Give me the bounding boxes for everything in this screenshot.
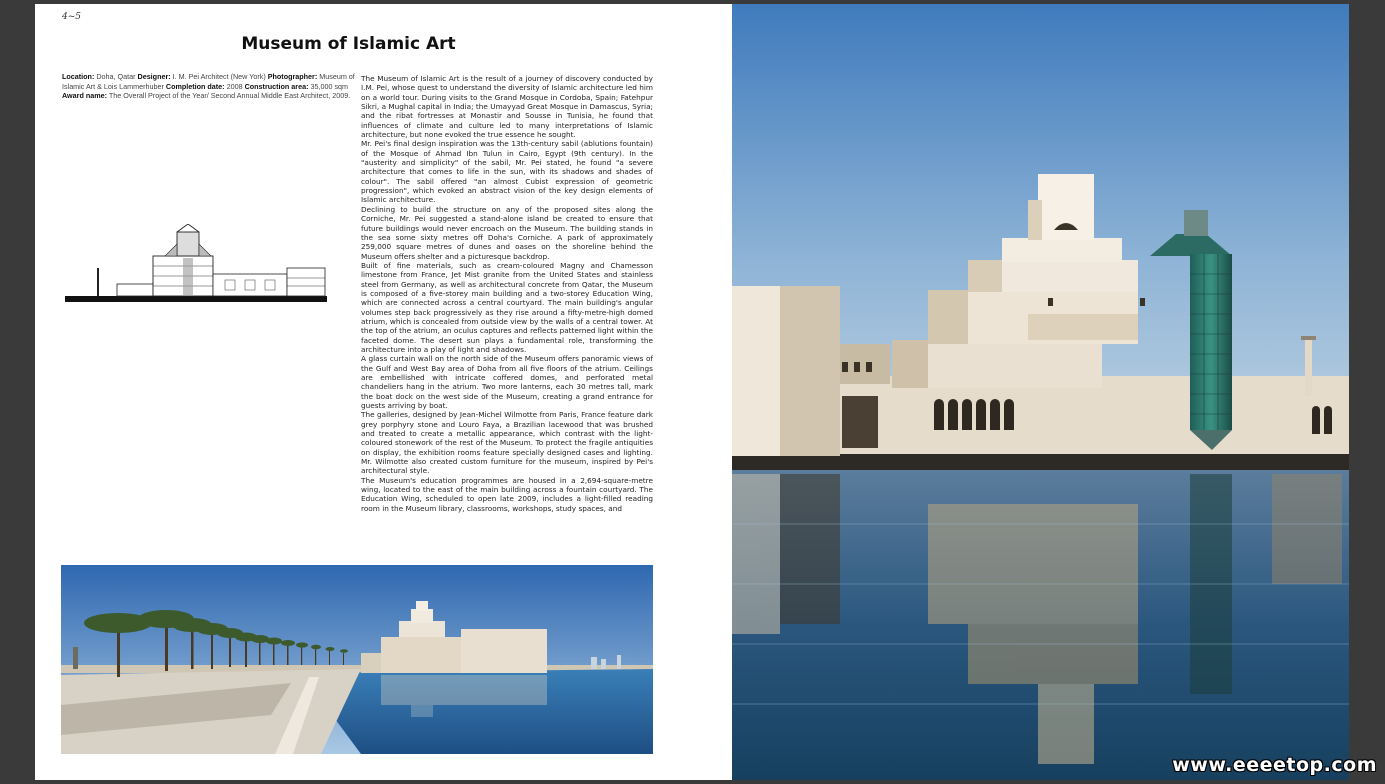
project-metadata [62,72,356,101]
museum-waterfront-photo [732,4,1349,780]
paragraph: The Museum's education programmes are housed in a 2,694-square-metre wing, located to the east of the main building across a fountain courtyard. The Education Wing, scheduled to open late 2009, includes a light-filled reading room in the Museum library, classrooms, workshops, study spaces, and [361,475,653,513]
paragraph: Mr. Pei's final design inspiration was the 13th-century sabil (ablutions fountain) of the Mosque of Ahmad Ibn Tulun in Cairo, Egypt (9th century). In the "austerity and simplicity" of the sabil, Mr. Pei stated, he found "a severe architecture that comes to life in the sun, with its shadows and shades of colour". The sabil offered "an almost Cubist expression of geometric progression", which evoked an abstract vision of the key design elements of Islamic architecture. [361,139,653,205]
paragraph: The galleries, designed by Jean-Michel Wilmotte from Paris, France feature dark grey porphyry stone and Louro Faya, a Brazilian lacewood that was brushed and treated to create a metallic appearance, which contrast with the light-coloured stonework of the rest of the Museum. To protect the fragile antiquities on display, the exhibition rooms feature specially designed cases and lighting. Mr. Wilmotte also created custom furniture for the museum, inspired by Pei's architectural style. [361,410,653,476]
award-value: The Overall Project of the Year/ Second Annual Middle East Architect, 2009. [108,91,351,101]
designer-label: Designer: [137,72,171,81]
watermark-text: www.eeeetop.com [1172,754,1377,776]
photographer-label: Photographer: [267,72,318,81]
area-value: 35,000 sqm [310,81,349,91]
museum-panorama-photo [61,565,653,754]
right-page [732,4,1349,780]
paragraph: The Museum of Islamic Art is the result of a journey of discovery conducted by I.M. Pei, whose quest to understand the diversity of Islamic architecture led him on a world tour. During visits to the Grand Mosque in Cordoba, Spain; Fatehpur Sikri, a Mughal capital in India; the Umayyad Great Mosque in Damascus, Syria; and the ribat fortresses at Monastir and Sousse in Tunisia, he found that influences of climate and culture led to many interpretations of Islamic architecture, but none evoked the true essence he sought. [361,74,653,140]
section-drawing [65,224,327,314]
award-label: Award name: [62,91,108,101]
paragraph: Built of fine materials, such as cream-coloured Magny and Chamesson limestone from France, Jet Mist granite from the United States and stainless steel from Germany, as well as architectural concrete from Qatar, the Museum is composed of a five-storey main building and a two-storey Education Wing, which are connected across a central courtyard. The main building's angular volumes step back progressively as they rise around a fifty-metre-high domed atrium, which is concealed from outside view by the walls of a central tower. At the top of the atrium, an oculus captures and reflects patterned light within the faceted dome. The desert sun plays a fundamental role, transforming the architecture into a play of light and shadows. [361,260,653,354]
left-page [35,4,732,780]
page-title: Museum of Islamic Art [241,34,456,54]
completion-label: Completion date: [165,81,225,91]
location-label: Location: [62,72,95,81]
page-number: 4~5 [62,12,81,22]
photographer-value: Museum of Islamic Art & Lois Lammerhuber [62,72,355,91]
paragraph: Declining to build the structure on any of the proposed sites along the Corniche, Mr. Pei suggested a stand-alone island be created to ensure that future buildings would never encroach on the Museum. The building stands in the sea some sixty metres off Doha's Corniche. A park of approximately 259,000 square metres of dunes and oases on the shoreline behind the Museum offers shelter and a picturesque backdrop. [361,204,653,261]
area-label: Construction area: [244,81,309,91]
location-value: Doha, Qatar [96,72,136,81]
paragraph: A glass curtain wall on the north side of the Museum offers panoramic views of the Gulf and West Bay area of Doha from all five floors of the atrium. Ceilings are embellished with intricate coffered domes, and perforated metal chandeliers hang in the atrium. Two more lanterns, each 30 metres tall, mark the boat dock on the west side of the Museum, creating a grand entrance for guests arriving by boat. [361,354,653,411]
designer-value: I. M. Pei Architect (New York) [172,72,266,81]
article-body [361,74,653,556]
completion-value: 2008 [226,81,243,91]
